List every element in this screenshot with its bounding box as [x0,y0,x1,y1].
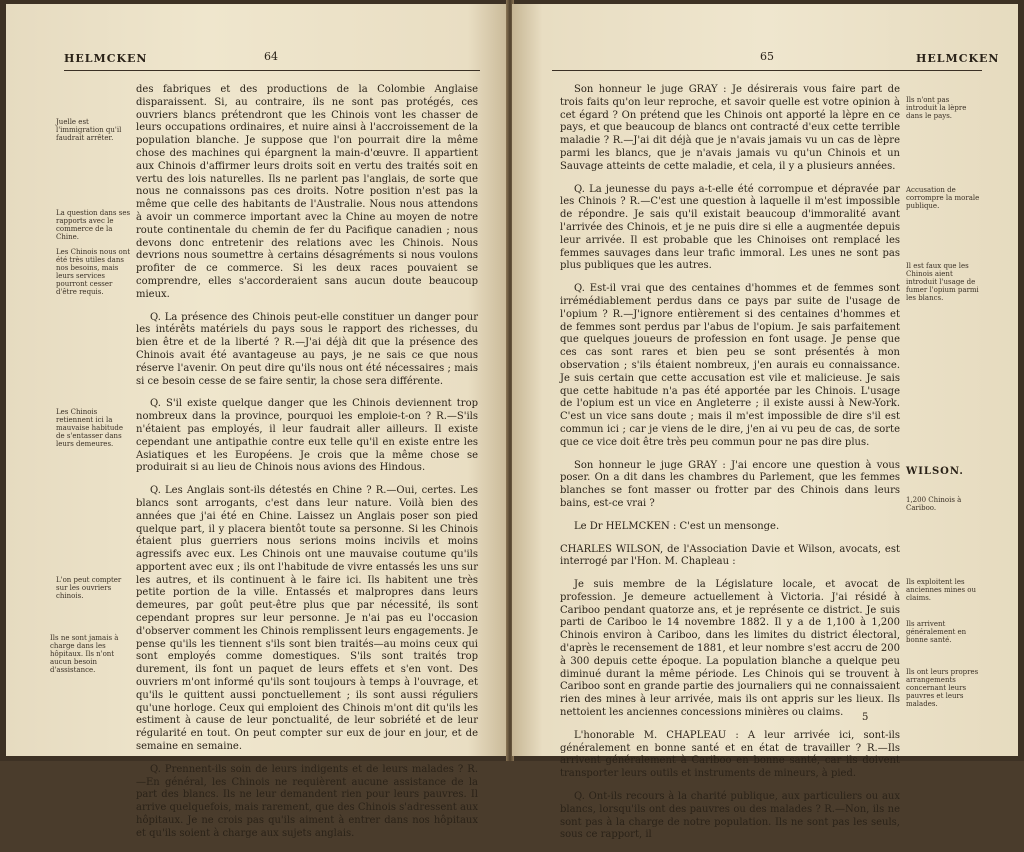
signature-number: 5 [862,712,869,723]
right-margin-note: Ils arrivent généralement en bonne santé. [906,620,967,644]
paragraph: Son honneur le juge GRAY : Je désirerais vous faire part de trois faits qu'on leur reproche, et savoir quelle est votre opinion à cet égard ? On prétend que les Chinois ont apporté la lèpre en ce pays, et que beaucoup de blancs ont contracté d'eux cette terrible maladie ? R.—J'ai dit déjà que je n'avais jamais vu un cas de lèpre parmi les blancs, que je n'avais jamais vu qu'un Chinois et un Sauvage atteints de cette maladie, et cela, il y a plusieurs années. [560,84,900,172]
paragraph: Q. Ont-ils recours à la charité publique, aux particuliers ou aux blancs, lorsqu'ils ont des pauvres ou des malades ? R.—Non, ils ne sont pas à la charge de notre population. Ils ne sont pas les seuls, sous ce rapport, il [560,791,900,841]
right-page [512,4,1018,841]
paragraph: Q. Prennent-ils soin de leurs indigents et de leurs malades ? R.—En général, les Chinois ne requièrent aucune assistance de la part des blancs. Ils ne leur demandent rien pour leurs pauvres. Il arrive quelquefois, mais rarement, que des Chinois s'adressent aux hôpitaux. Je ne crois pas qu'ils aiment à entrer dans nos hôpitaux et qu'ils soient à charge aux sujets anglais. [136,763,478,839]
right-running-head: HELMCKEN [916,52,1000,65]
right-margin-note: Ils exploitent les anciennes mines ou claims. [906,578,977,602]
paragraph: Q. S'il existe quelque danger que les Chinois deviennent trop nombreux dans la province, pourquoi les emploie-t-on ? R.—S'ils n'étaient pas employés, il leur faudrait aller ailleurs. Il existe cependant une antipathie contre eux telle qu'il en existe entre les Asiatiques et les Européens. Je crois que la même chose se produirait si au lieu de Chinois nous avions des Hindous. [136,398,478,474]
speaker-name: WILSON. [906,466,964,477]
right-margin-note: Ils ont leurs propres arrangements concernant leurs pauvres et leurs malades. [906,668,979,708]
left-margin-note: L'on peut compter sur les ouvriers chinois. [56,576,122,600]
paragraph: CHARLES WILSON, de l'Association Davie et Wilson, avocats, est interrogé par l'Hon. M. Chapleau : [560,543,900,568]
left-margin-note: Juelle est l'immigration qu'il faudrait arrêter. [56,118,122,142]
left-margin-note: La question dans ses rapports avec le commerce de la Chine. [56,209,131,241]
paragraph: des fabriques et des productions de la Colombie Anglaise disparaissent. Si, au contraire, ils ne sont pas protégés, ces ouvriers blancs prétendront que les Chinois vont les chasser de leurs occupations ordinaires, et nuire ainsi à l'accroissement de la population blanche. Je suppose que l'on pourrait dire la même chose des machines qui épargnent la main-d'œuvre. Il appartient aux Chinois d'affirmer leurs droits soit en vertu des traités soit en vertu des lois naturelles. Ils ne parlent pas l'anglais, de sorte que nous ne connaissons pas ces droits. Notre position n'est pas la même que celle des habitants de l'Australie. Nous nous attendons à avoir un commerce important avec la Chine au moyen de notre route continentale du chemin de fer du Pacifique canadien ; nous devons donc entretenir des relations avec les Chinois. Nous devrions nous soumettre à certains désagréments si nous voulons profiter de ce commerce. Si les deux races pouvaient se comprendre, elles s'accorderaient sans aucun doute beaucoup mieux. [136,84,478,300]
paragraph: Q. La présence des Chinois peut-elle constituer un danger pour les intérêts matériels du pays sous le rapport des richesses, du bien être et de la liberté ? R.—J'ai déjà dit que la présence des Chinois avait été avantageuse au pays, je ne sais ce que nous réserve l'avenir. On peut dire qu'ils nous ont été nécessaires ; mais si ce besoin cesse de se faire sentir, la chose sera différente. [136,311,478,387]
left-running-head: HELMCKEN [64,52,148,65]
right-margin-note: Ils n'ont pas introduit la lèpre dans le pays. [906,96,967,120]
paragraph: L'honorable M. CHAPLEAU : A leur arrivée ici, sont-ils généralement en bonne santé et en état de travailler ? R.—Ils arrivent généralement à Cariboo en bonne santé, car ils doivent transporter leurs outils et instruments de mineurs, à pied. [560,729,900,780]
left-page [6,4,508,839]
right-page-number: 65 [760,50,774,63]
left-page-number: 64 [264,50,278,63]
right-header-rule [552,70,982,71]
paragraph: Q. Les Anglais sont-ils détestés en Chine ? R.—Oui, certes. Les blancs sont arrogants, c'est dans leur nature. Voilà bien des années que j'ai été en Chine. Laissez un Anglais poser son pied quelque part, il y placera bientôt toute sa personne. Si les Chinois étaient plus guerriers nous serions moins incivils et moins agressifs avec eux. Les Chinois ont une mauvaise coutume qu'ils apportent avec eux ; ils ont l'habitude de vivre entassés les uns sur les autres, et ils continuent à le faire ici. Ils habitent une très petite portion de la ville. Entassés et malpropres dans leurs demeures, par goût peut-être plus que par nécessité, ils sont cependant propres sur leur personne. Je n'ai pas eu l'occasion d'observer comment les Chinois remplissent leurs engagements. Je pense qu'ils les tiennent s'ils sont bien traités—au moins ceux qui sont employés comme domestiques. S'ils sont traités trop durement, ils font un paquet de leurs effets et s'en vont. Des ouvriers m'ont informé qu'ils sont toujours à temps à l'ouvrage, et qu'ils le quittent aussi ponctuellement ; ils sont aussi réguliers qu'une horloge. Ceux qui emploient des Chinois m'ont dit qu'ils les estiment à cause de leur ponctualité, de leur sobriété et de leur régularité en tout. On peut compter sur eux de jour en jour, et de semaine en semaine. [136,485,478,753]
paragraph: Q. Est-il vrai que des centaines d'hommes et de femmes sont irrémédiablement perdus dans ce pays par suite de l'usage de l'opium ? R.—J'ignore entièrement si des centaines d'hommes et de femmes sont perdus par l'abus de l'opium. Je sais parfaitement que quelques joueurs de profession en font usage. Je pense que ces cas sont rares et bien peu se sont présentés à mon observation ; s'ils étaient nombreux, j'en aurais eu connaissance. Je suis certain que cette accusation est vile et malicieuse. Je sais que cette habitude n'a pas été apportée par les Chinois. L'usage de l'opium est un vice en Angleterre ; il existe aussi à New-York. C'est un vice sans doute ; mais il m'est impossible de dire s'il est commun ici ; car je viens de le dire, j'en ai vu peu de cas, de sorte que ce vice doit être très peu commun pour ne pas dire plus. [560,283,900,448]
left-margin-note: Les Chinois retiennent ici la mauvaise habitude de s'entasser dans leurs demeures. [56,408,123,448]
paragraph: Son honneur le juge GRAY : J'ai encore une question à vous poser. On a dit dans les chambres du Parlement, que les femmes blanches se font masser ou frotter par des Chinois dans leurs bains, est-ce vrai ? [560,459,900,509]
right-margin-note: Accusation de corrompre la morale publique. [906,186,980,210]
left-margin-note: Ils ne sont jamais à charge dans les hôpitaux. Ils n'ont aucun besoin d'assistance. [50,634,119,674]
left-margin-note: Les Chinois nous ont été très utiles dans nos besoins, mais leurs services pourront cesser d'être requis. [56,248,131,296]
paragraph: Le Dr HELMCKEN : C'est un mensonge. [574,520,780,532]
left-body-text [136,84,478,851]
right-margin-note: Il est faux que les Chinois aient introduit l'usage de fumer l'opium parmi les blancs. [906,262,979,302]
paragraph: Q. La jeunesse du pays a-t-elle été corrompue et dépravée par les Chinois ? R.—C'est une question à laquelle il m'est impossible de répondre. Je sais qu'il existait beaucoup d'immoralité avant l'arrivée des Chinois, et je ne puis dire si elle a augmentée depuis leur arrivée. Il est probable que les Chinoises ont remplacé les femmes sauvages dans leur trafic immoral. Les unes ne sont pas plus publiques que les autres. [560,183,900,272]
right-margin-note: 1,200 Chinois à Cariboo. [906,496,962,512]
paragraph: Je suis membre de la Législature locale, et avocat de profession. Je demeure actuellement à Victoria. J'ai résidé à Cariboo pendant quatorze ans, et je représente ce district. Je suis parti de Cariboo le 14 novembre 1882. Il y a de 1,100 à 1,200 Chinois environ à Cariboo, dans les limites du district électoral, d'après le recensement de 1881, et leur nombre s'est accru de 200 à 300 depuis cette époque. La population blanche a quelque peu diminué durant la même période. Les Chinois qui se trouvent à Cariboo sont en grande partie des journaliers qui ne connaissaient rien des mines à leur arrivée, mais ils ont appris sur les lieux. Ils nettoient les anciennes concessions minières ou claims. [560,579,900,719]
right-body-text [560,84,900,852]
left-header-rule [64,70,480,71]
